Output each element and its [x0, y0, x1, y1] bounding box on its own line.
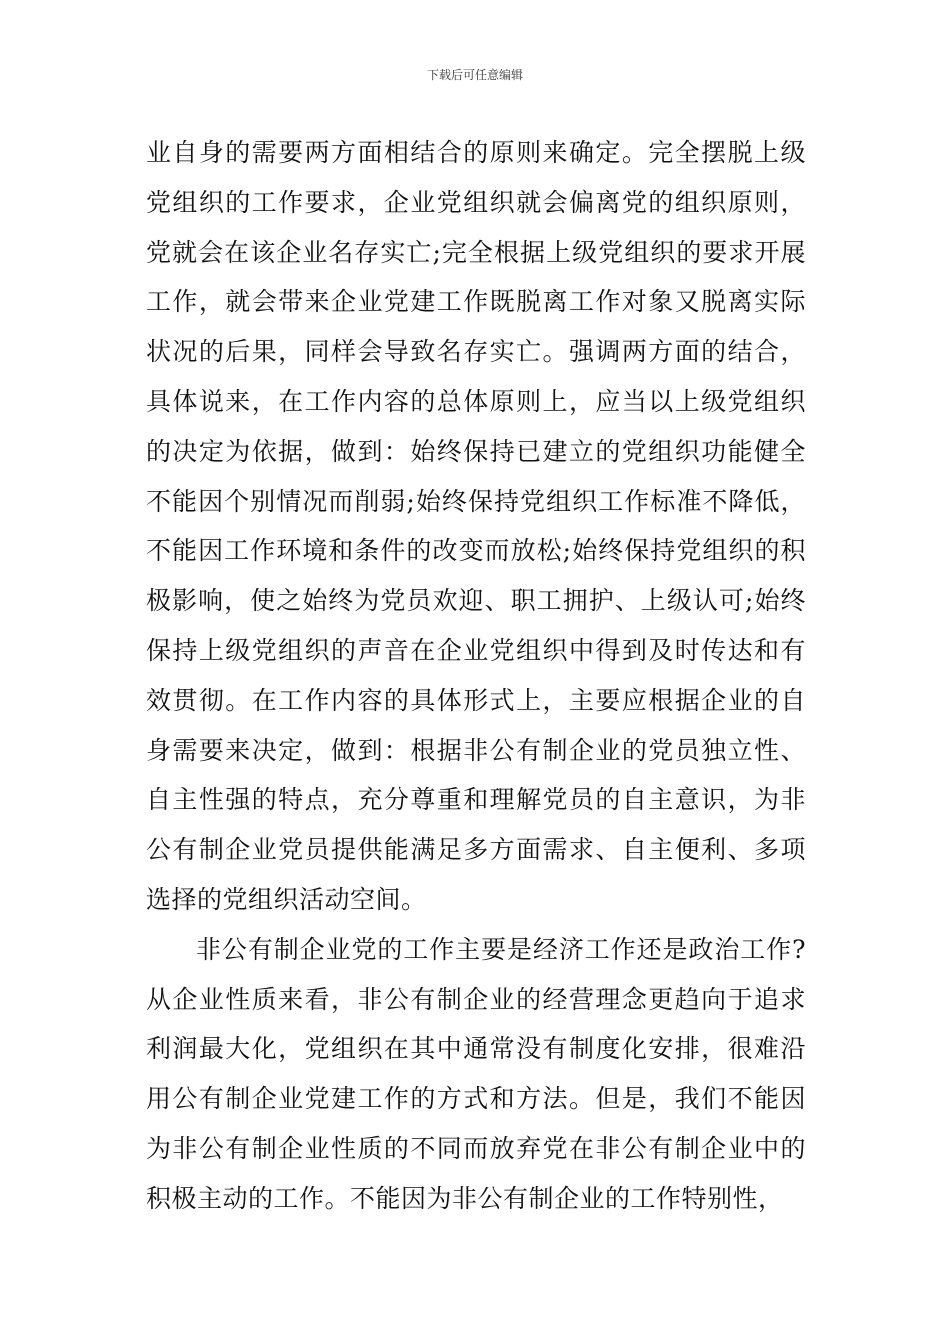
- page-header-note: 下载后可任意编辑: [426, 68, 523, 82]
- document-body: [146, 128, 806, 1224]
- paragraph-continuation: 业自身的需要两方面相结合的原则来确定。完全摆脱上级党组织的工作要求，企业党组织就会偏离党的组织原则，党就会在该企业名存实亡;完全根据上级党组织的要求开展工作，就会带来企业党建工作既脱离工作对象又脱离实际状况的后果，同样会导致名存实亡。强调两方面的结合，具体说来，在工作内容的总体原则上，应当以上级党组织的决定为依据，做到：始终保持已建立的党组织功能健全不能因个别情况而削弱;始终保持党组织工作标准不降低，不能因工作环境和条件的改变而放松;始终保持党组织的积极影响，使之始终为党员欢迎、职工拥护、上级认可;始终保持上级党组织的声音在企业党组织中得到及时传达和有效贯彻。在工作内容的具体形式上，主要应根据企业的自身需要来决定，做到：根据非公有制企业的党员独立性、自主性强的特点，充分尊重和理解党员的自主意识，为非公有制企业党员提供能满足多方面需求、自主便利、多项选择的党组织活动空间。: [146, 138, 806, 914]
- paragraph-economic-vs-political: 非公有制企业党的工作主要是经济工作还是政治工作?从企业性质来看，非公有制企业的经营理念更趋向于追求利润最大化，党组织在其中通常没有制度化安排，很难沿用公有制企业党建工作的方式和方法。但是，我们不能因为非公有制企业性质的不同而放弃党在非公有制企业中的积极主动的工作。不能因为非公有制企业的工作特别性，: [146, 934, 806, 1213]
